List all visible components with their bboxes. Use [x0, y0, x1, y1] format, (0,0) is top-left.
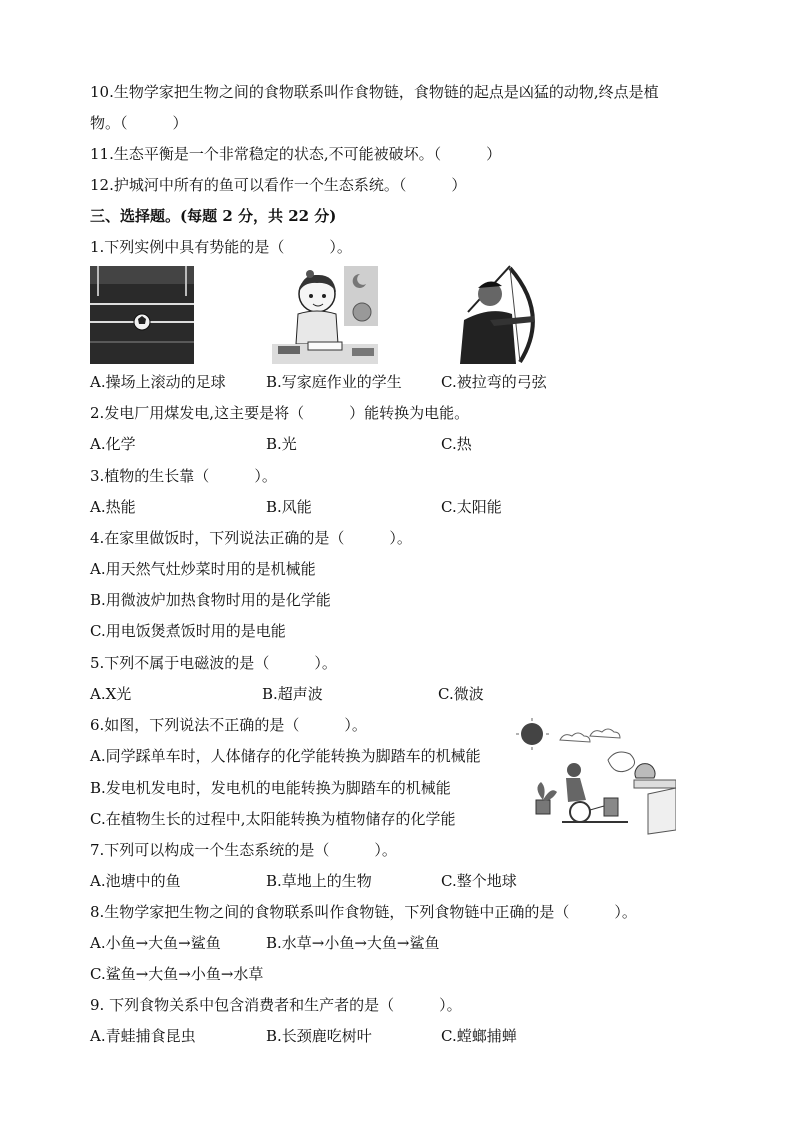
question-1-option-b[interactable]: B.写家庭作业的学生 — [266, 373, 402, 391]
question-2-stem: 2.发电厂用煤发电,这主要是将（ ）能转换为电能。 — [90, 404, 470, 422]
football-field-image — [90, 266, 194, 364]
question-9-option-c[interactable]: C.螳螂捕蝉 — [441, 1027, 517, 1045]
question-3-option-b[interactable]: B.风能 — [266, 498, 312, 516]
question-12: 12.护城河中所有的鱼可以看作一个生态系统。（ ） — [90, 176, 467, 194]
question-9-stem: 9. 下列食物关系中包含消费者和生产者的是（ ）。 — [90, 996, 462, 1014]
question-3-stem: 3.植物的生长靠（ ）。 — [90, 467, 277, 485]
question-5-option-b[interactable]: B.超声波 — [262, 685, 323, 703]
question-7-option-b[interactable]: B.草地上的生物 — [266, 872, 372, 890]
question-5-option-a[interactable]: A.X光 — [90, 685, 132, 703]
question-8-option-a[interactable]: A.小鱼→大鱼→鲨鱼 — [90, 934, 221, 952]
question-2-option-b[interactable]: B.光 — [266, 435, 297, 453]
question-3-option-c[interactable]: C.太阳能 — [441, 498, 502, 516]
question-11: 11.生态平衡是一个非常稳定的状态,不可能被破坏。（ ） — [90, 145, 502, 163]
question-5-stem: 5.下列不属于电磁波的是（ ）。 — [90, 654, 337, 672]
question-4-option-c[interactable]: C.用电饭煲煮饭时用的是电能 — [90, 622, 286, 640]
question-2-option-a[interactable]: A.化学 — [90, 435, 136, 453]
question-9-option-a[interactable]: A.青蛙捕食昆虫 — [90, 1027, 196, 1045]
question-6-stem: 6.如图，下列说法不正确的是（ ）。 — [90, 716, 367, 734]
question-7-option-a[interactable]: A.池塘中的鱼 — [90, 872, 181, 890]
question-6-option-c[interactable]: C.在植物生长的过程中,太阳能转换为植物储存的化学能 — [90, 810, 456, 828]
question-2-option-c[interactable]: C.热 — [441, 435, 472, 453]
question-8-option-c[interactable]: C.鲨鱼→大鱼→小鱼→水草 — [90, 965, 264, 983]
section-heading-choice: 三、选择题。(每题 2 分，共 22 分) — [90, 207, 337, 225]
question-4-option-a[interactable]: A.用天然气灶炒菜时用的是机械能 — [90, 560, 316, 578]
question-9-option-b[interactable]: B.长颈鹿吃树叶 — [266, 1027, 372, 1045]
student-homework-image — [272, 266, 378, 364]
question-4-option-b[interactable]: B.用微波炉加热食物时用的是化学能 — [90, 591, 331, 609]
question-8-stem: 8.生物学家把生物之间的食物联系叫作食物链，下列食物链中正确的是（ ）。 — [90, 903, 637, 921]
question-4-stem: 4.在家里做饭时，下列说法正确的是（ ）。 — [90, 529, 412, 547]
question-1-option-a[interactable]: A.操场上滚动的足球 — [90, 373, 226, 391]
question-5-option-c[interactable]: C.微波 — [438, 685, 484, 703]
question-6-option-a[interactable]: A.同学踩单车时，人体储存的化学能转换为脚踏车的机械能 — [90, 747, 481, 765]
question-10-line-1: 10.生物学家把生物之间的食物联系叫作食物链，食物链的起点是凶猛的动物,终点是植 — [90, 83, 659, 101]
question-3-option-a[interactable]: A.热能 — [90, 498, 136, 516]
question-6-option-b[interactable]: B.发电机发电时，发电机的电能转换为脚踏车的机械能 — [90, 779, 451, 797]
question-8-option-b[interactable]: B.水草→小鱼→大鱼→鲨鱼 — [266, 934, 440, 952]
question-1-option-c[interactable]: C.被拉弯的弓弦 — [441, 373, 547, 391]
question-7-stem: 7.下列可以构成一个生态系统的是（ ）。 — [90, 841, 397, 859]
bicycle-generator-image — [516, 718, 676, 836]
question-1-stem: 1.下列实例中具有势能的是（ ）。 — [90, 238, 352, 256]
question-10-line-2: 物。（ ） — [90, 114, 188, 132]
question-7-option-c[interactable]: C.整个地球 — [441, 872, 517, 890]
archer-bow-image — [450, 264, 546, 364]
